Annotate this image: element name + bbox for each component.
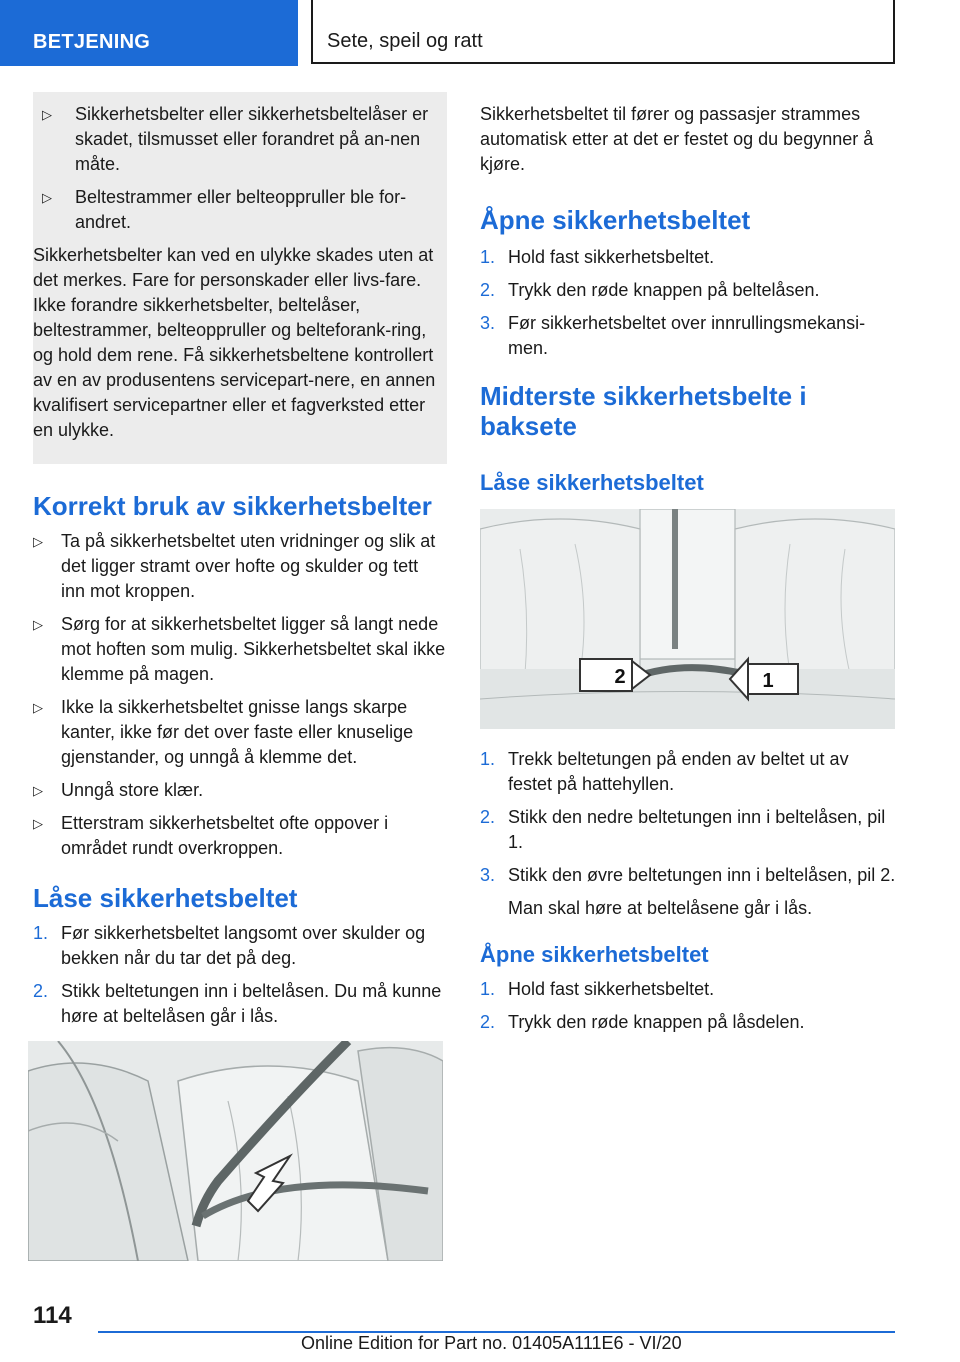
middle-heading: Midterste sikkerhetsbelte i baksete [480, 381, 807, 441]
intro-text: Sikkerhetsbeltet til fører og passasjer strammes automatisk etter at det er festet og du begynner å kjøre. [480, 104, 874, 174]
arrow-label-1: 1 [762, 670, 774, 692]
lock-step: 2. Stikk beltetungen inn i beltelåsen. Du må kunne høre at beltelåsen går i lås. [33, 981, 442, 1026]
correct-use-bullet: ▷ Ikke la sikkerhetsbeltet gnisse langs skarpe kanter, ikke før det over faste eller knuselige gjenstander, og unngå å klemme det. [33, 697, 414, 767]
page-number: 114 [33, 1302, 72, 1329]
triangle-icon: ▷ [33, 617, 43, 632]
open-step: 3. Før sikkerhetsbeltet over innrullingsmekansi-men. [480, 313, 866, 358]
triangle-icon: ▷ [33, 700, 43, 715]
triangle-icon: ▷ [33, 534, 43, 549]
correct-use-bullet: ▷ Unngå store klær. [33, 778, 447, 803]
front-seat-belt-illustration [28, 1041, 443, 1261]
correct-use-bullet: ▷ Ta på sikkerhetsbeltet uten vridninger og slik at det ligger stramt over hofte og skulder og tett inn mot kroppen. [33, 531, 436, 601]
section-title: BETJENING [0, 0, 298, 66]
lock-step: 1. Før sikkerhetsbeltet langsomt over skulder og bekken når du tar det på deg. [33, 923, 426, 968]
rear-seat-svg [480, 509, 895, 729]
page-header [0, 0, 960, 66]
correct-use-bullet: ▷ Etterstram sikkerhetsbeltet ofte oppover i området rundt overkroppen. [33, 813, 389, 858]
middle-open-heading: Åpne sikkerhetsbeltet [480, 942, 709, 967]
open-step: 1. Hold fast sikkerhetsbeltet. [480, 247, 715, 267]
rear-middle-belt-illustration [480, 509, 895, 729]
correct-use-heading: Korrekt bruk av sikkerhetsbelter [33, 491, 432, 521]
front-seat-svg [28, 1041, 443, 1261]
warning-bullet: ▷ Sikkerhetsbelter eller sikkerhetsbeltelåser er skadet, tilsmusset eller forandret på an-nen måte. [42, 104, 429, 174]
chapter-title: Sete, speil og ratt [311, 0, 895, 64]
warning-box [33, 102, 447, 443]
correct-use-bullet: ▷ Sørg for at sikkerhetsbeltet ligger så langt nede mot hoften som mulig. Sikkerhetsbeltet skal ikke klemme på magen. [33, 614, 446, 684]
lock-heading: Låse sikkerhetsbeltet [33, 883, 298, 913]
warning-bullet: ▷ Beltestrammer eller belteoppruller ble for-andret. [42, 187, 407, 232]
triangle-icon: ▷ [33, 783, 43, 798]
edition-text: Online Edition for Part no. 01405A111E6 - VI/20 [301, 1333, 682, 1353]
middle-open-step: 1. Hold fast sikkerhetsbeltet. [480, 979, 715, 999]
middle-lock-heading: Låse sikkerhetsbeltet [480, 470, 704, 495]
triangle-icon: ▷ [42, 190, 52, 205]
arrow-label-2: 2 [614, 666, 626, 688]
warning-text: Sikkerhetsbelter kan ved en ulykke skades uten at det merkes. Fare for personskader eller livs-fare. Ikke forandre sikkerhetsbelter, beltelåser, beltestrammer, belteoppruller og belteforank-ring, og hold dem rene. Få sikkerhetsbeltene kontrollert av en av produsentens servicepart-nere, en annen kvalifisert servicepartner eller et fagverksted etter en ulykke. [33, 245, 436, 440]
left-column [33, 102, 447, 1037]
open-heading: Åpne sikkerhetsbeltet [480, 205, 751, 235]
middle-open-step: 2. Trykk den røde knappen på låsdelen. [480, 1012, 805, 1032]
triangle-icon: ▷ [42, 107, 52, 122]
step-note: Man skal høre at beltelåsene går i lås. [508, 898, 813, 918]
triangle-icon: ▷ [33, 816, 43, 831]
open-step: 2. Trykk den røde knappen på beltelåsen. [480, 280, 820, 300]
middle-lock-step: 3. Stikk den øvre beltetungen inn i beltelåsen, pil 2. Man skal høre at beltelåsene går i lås. [480, 863, 896, 921]
middle-lock-step: 1. Trekk beltetungen på enden av beltet ut av festet på hattehyllen. [480, 749, 849, 794]
middle-lock-step: 2. Stikk den nedre beltetungen inn i beltelåsen, pil 1. [480, 807, 886, 852]
